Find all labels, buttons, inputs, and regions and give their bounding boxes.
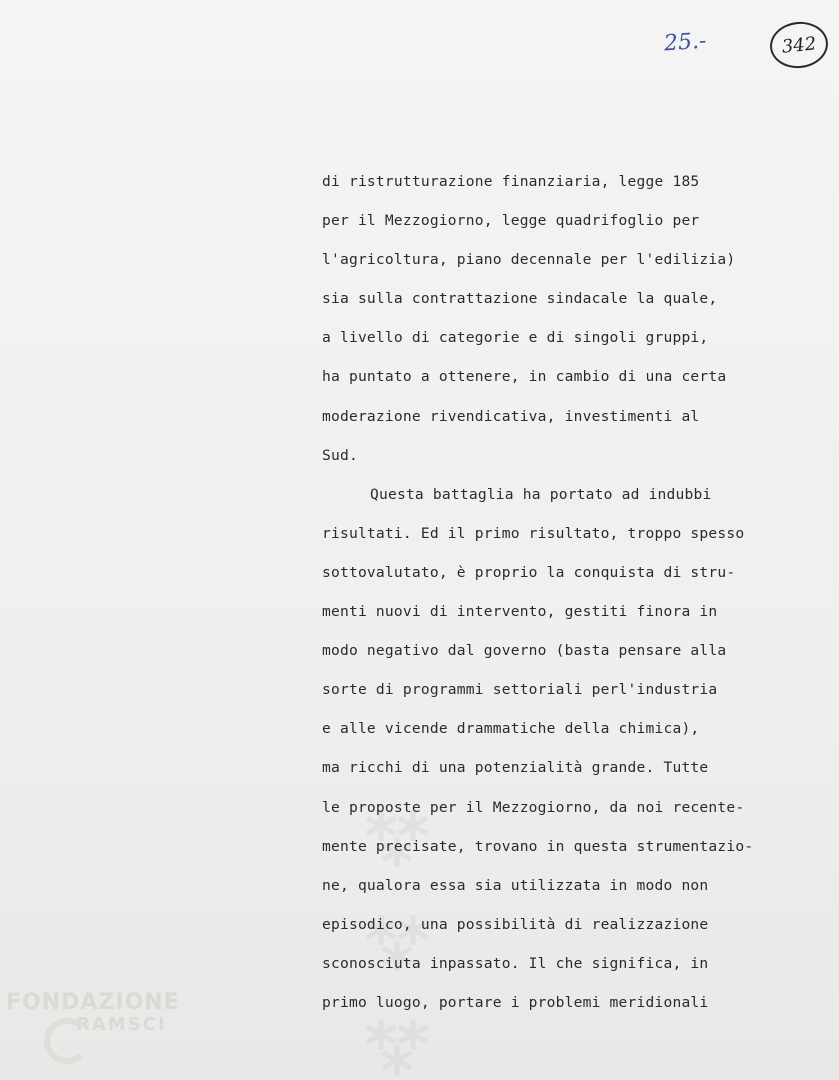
text-line: l'agricoltura, piano decennale per l'edilizia) xyxy=(322,251,736,269)
text-line: sconosciuta inpassato. Il che significa, in xyxy=(322,954,709,972)
text-line: a livello di categorie e di singoli gruppi, xyxy=(322,329,709,347)
text-line: moderazione rivendicativa, investimenti al xyxy=(322,407,700,425)
watermark-line-1: FONDAZIONE xyxy=(6,990,180,1015)
text-line: per il Mezzogiorno, legge quadrifoglio per xyxy=(322,212,700,230)
text-line: episodico, una possibilità di realizzazione xyxy=(322,915,709,933)
text-line: menti nuovi di intervento, gestiti finora in xyxy=(322,603,718,621)
bleed-through-texture: ⁂ ⁂ ⁂ xyxy=(360,793,434,1080)
page-number-text: 342 xyxy=(780,32,818,58)
text-line: Sud. xyxy=(322,446,358,464)
text-line: ma ricchi di una potenzialità grande. Tutte xyxy=(322,759,709,777)
text-line: primo luogo, portare i problemi meridionali xyxy=(322,993,709,1011)
watermark-line-2: RAMSCI xyxy=(76,1014,167,1035)
watermark-g-logo-icon xyxy=(44,1018,90,1064)
text-line: sia sulla contrattazione sindacale la quale, xyxy=(322,290,718,308)
text-line: risultati. Ed il primo risultato, troppo spesso xyxy=(322,524,745,542)
text-line: sorte di programmi settoriali perl'industria xyxy=(322,681,718,699)
paragraph-start-line: Questa battaglia ha portato ad indubbi xyxy=(370,485,712,503)
circled-page-number xyxy=(768,19,830,71)
typewritten-body xyxy=(322,162,822,1022)
text-line: le proposte per il Mezzogiorno, da noi recente- xyxy=(322,798,745,816)
fondazione-gramsci-watermark xyxy=(6,992,180,1036)
text-line: modo negativo dal governo (basta pensare alla xyxy=(322,642,727,660)
text-line: ha puntato a ottenere, in cambio di una certa xyxy=(322,368,727,386)
handwritten-note: 25.- xyxy=(663,28,708,57)
text-line: ne, qualora essa sia utilizzata in modo non xyxy=(322,876,709,894)
text-line: e alle vicende drammatiche della chimica), xyxy=(322,720,700,738)
text-line: mente precisate, trovano in questa strumentazio- xyxy=(322,837,754,855)
text-line: sottovalutato, è proprio la conquista di stru- xyxy=(322,563,736,581)
text-line: di ristrutturazione finanziaria, legge 185 xyxy=(322,173,700,190)
